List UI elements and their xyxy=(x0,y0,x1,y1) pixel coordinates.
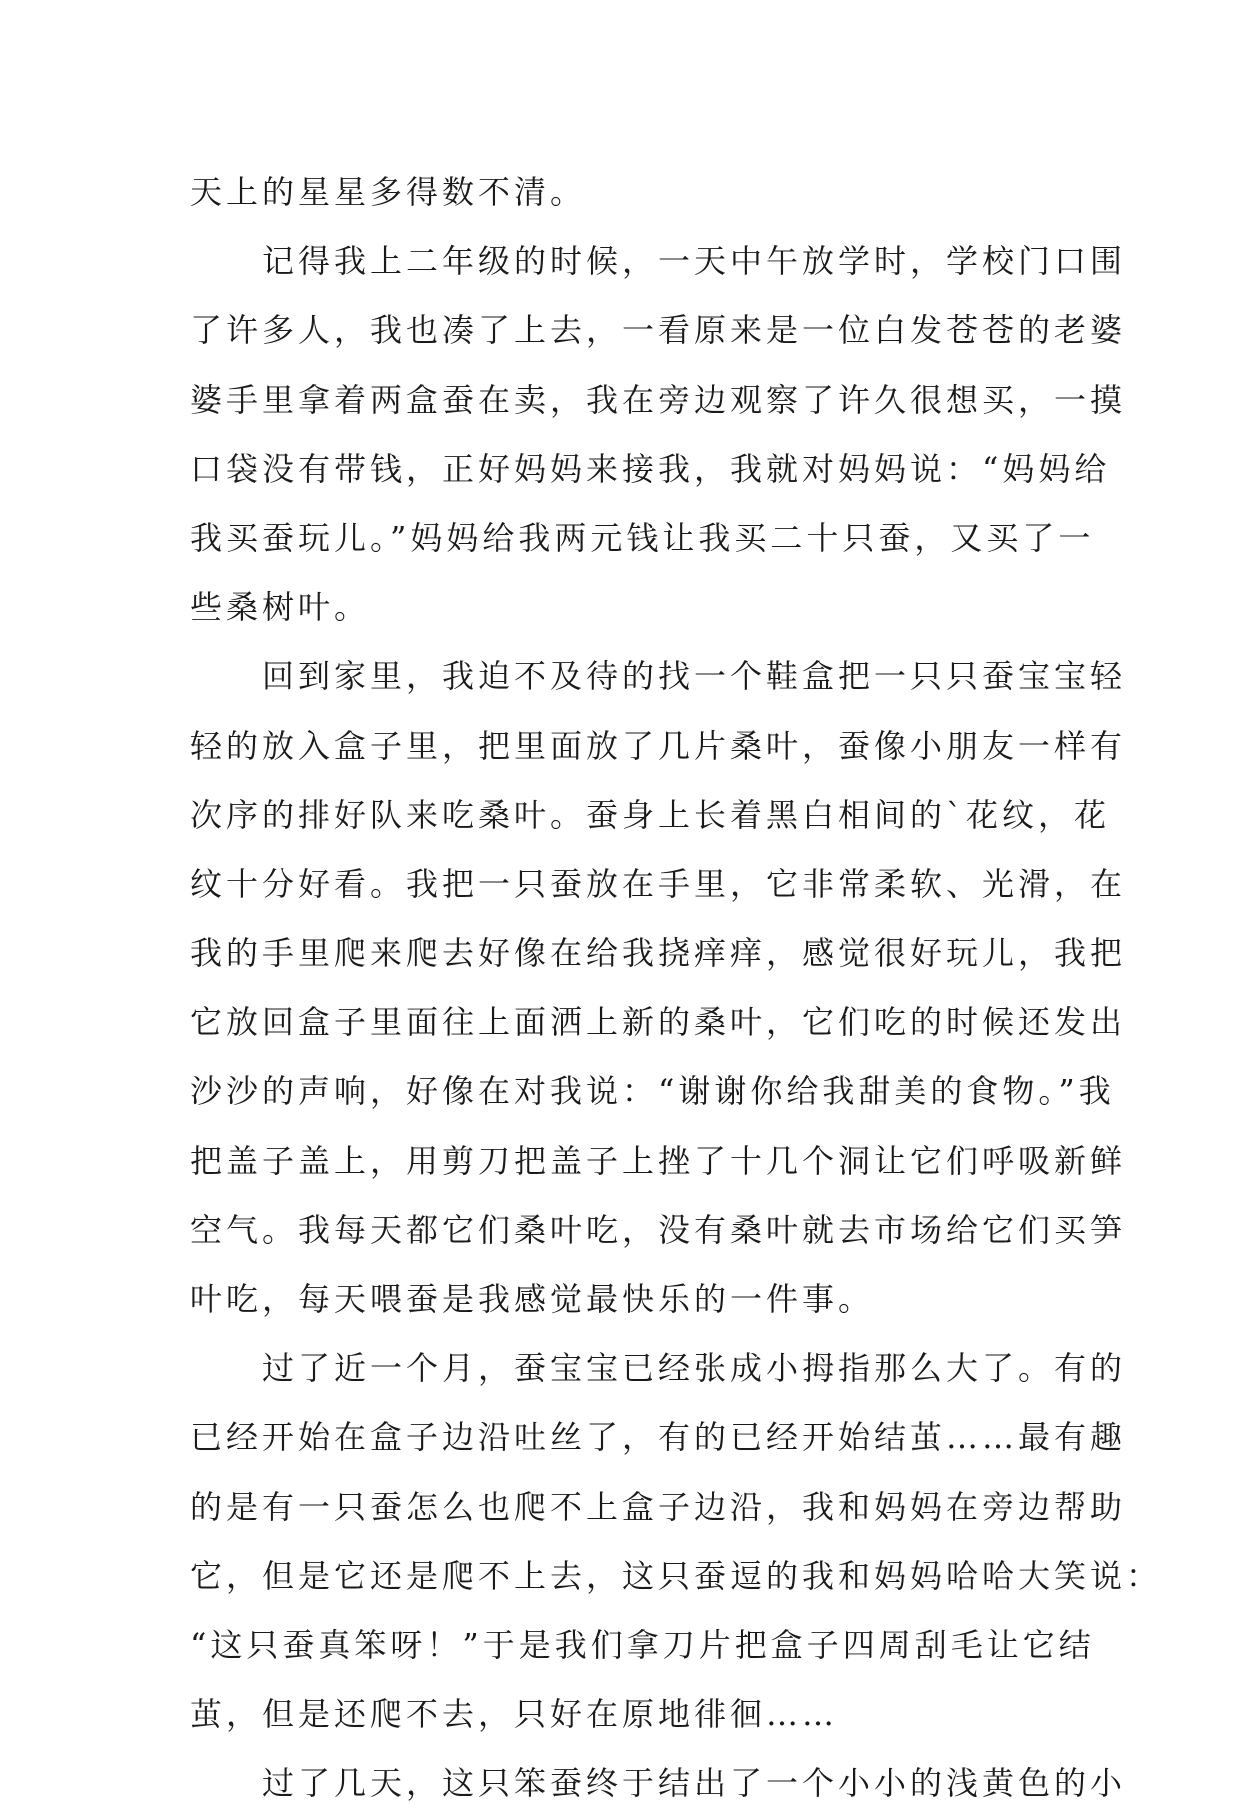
text-line: 它放回盒子里面往上面洒上新的桑叶，它们吃的时候还发出 xyxy=(190,1003,1127,1042)
text-line: 天上的星星多得数不清。 xyxy=(190,173,587,211)
text-line: 我买蚕玩儿。”妈妈给我两元钱让我买二十只蚕，又买了一 xyxy=(190,518,1095,557)
text-line: 已经开始在盒子边沿吐丝了，有的已经开始结茧……最有趣 xyxy=(190,1418,1127,1457)
text-line: 沙沙的声响，好像在对我说：“谢谢你给我甜美的食物。”我 xyxy=(190,1072,1115,1111)
text-line: 回到家里，我迫不及待的找一个鞋盒把一只只蚕宝宝轻 xyxy=(262,657,1127,696)
text-line: 把盖子盖上，用剪刀把盖子上挫了十几个洞让它们呼吸新鲜 xyxy=(190,1141,1127,1180)
text-line: “这只蚕真笨呀！”于是我们拿刀片把盒子四周刮毛让它结 xyxy=(190,1625,1095,1664)
text-line: 些桑树叶。 xyxy=(190,588,371,627)
body-text xyxy=(190,158,1163,1819)
text-line: 我的手里爬来爬去好像在给我挠痒痒，感觉很好玩儿，我把 xyxy=(190,934,1127,973)
text-line: 过了近一个月，蚕宝宝已经张成小拇指那么大了。有的 xyxy=(262,1349,1127,1388)
text-line: 纹十分好看。我把一只蚕放在手里，它非常柔软、光滑，在 xyxy=(190,864,1127,903)
text-line: 记得我上二年级的时候，一天中午放学时，学校门口围 xyxy=(262,242,1127,281)
text-line: 茧，但是还爬不去，只好在原地徘徊…… xyxy=(190,1695,839,1734)
text-line: 婆手里拿着两盒蚕在卖，我在旁边观察了许久很想买，一摸 xyxy=(190,380,1127,419)
text-line: 空气。我每天都它们桑叶吃，没有桑叶就去市场给它们买笋 xyxy=(190,1210,1127,1249)
text-line: 过了几天，这只笨蚕终于结出了一个小小的浅黄色的小 xyxy=(262,1764,1127,1803)
text-line: 叶吃，每天喂蚕是我感觉最快乐的一件事。 xyxy=(190,1280,875,1318)
text-line: 次序的排好队来吃桑叶。蚕身上长着黑白相间的`花纹，花 xyxy=(190,795,1111,834)
text-line: 它，但是它还是爬不上去，这只蚕逗的我和妈妈哈哈大笑说： xyxy=(190,1556,1163,1595)
text-line: 轻的放入盒子里，把里面放了几片桑叶，蚕像小朋友一样有 xyxy=(190,726,1127,765)
text-line: 口袋没有带钱，正好妈妈来接我，我就对妈妈说：“妈妈给 xyxy=(190,449,1111,488)
text-line: 了许多人，我也凑了上去，一看原来是一位白发苍苍的老婆 xyxy=(190,311,1127,350)
text-line: 的是有一只蚕怎么也爬不上盒子边沿，我和妈妈在旁边帮助 xyxy=(190,1487,1127,1526)
